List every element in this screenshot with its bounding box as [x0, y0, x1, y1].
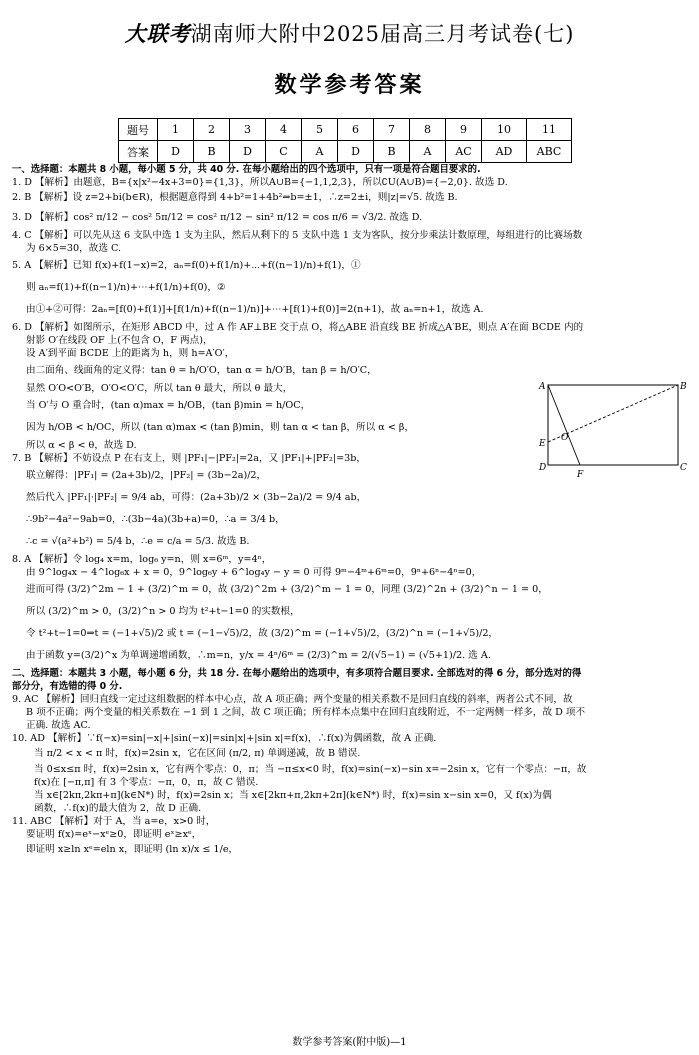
answer-table — [118, 118, 572, 163]
label-c: C — [680, 463, 687, 473]
table-cell: 11 — [527, 119, 572, 141]
solution-line: 当 x∈[2kπ,2kπ+π](k∈N*) 时，f(x)=2sin x；当 x∈[2kπ+π,2kπ+2π](k∈N*) 时，f(x)=sin x−sin x=0，又 f(x)为偶 — [34, 790, 552, 801]
solution-line: 当 0≤x≤π 时，f(x)=2sin x，它有两个零点：0，π；当 −π≤x<0 时，f(x)=sin(−x)−sin x=−2sin x，它有一个零点：−π，故 — [34, 764, 587, 775]
solution-line: 10. AD 【解析】∵f(−x)=sin|−x|+|sin(−x)|=sin|x|+|sin x|=f(x)，∴f(x)为偶函数，故 A 正确. — [12, 733, 437, 744]
label-e: E — [539, 439, 546, 449]
solution-line: 然后代入 |PF₁|·|PF₂| = 9/4 ab，可得：(2a+3b)/2 × (3b−2a)/2 = 9/4 ab， — [26, 492, 367, 503]
solution-line: 当 O′与 O 重合时，(tan α)max = h/OB，(tan β)min = h/OC， — [26, 400, 311, 411]
solutions-body — [12, 163, 692, 859]
table-cell: 6 — [338, 119, 374, 141]
solution-line: 即证明 x≥ln xᵉ=eln x，即证明 (ln x)/x ≤ 1/e， — [26, 844, 239, 855]
table-cell: 3 — [230, 119, 266, 141]
table-cell: 1 — [158, 119, 194, 141]
solution-line: 7. B 【解析】不妨设点 P 在右支上，则 |PF₁|−|PF₂|=2a，又 |PF₁|+|PF₂|=3b， — [12, 453, 366, 464]
page-header — [0, 18, 699, 48]
solution-line: 设 A′到平面 BCDE 上的距离为 h，则 h=A′O′， — [26, 348, 235, 359]
section-heading: 一、选择题：本题共 8 小题，每小题 5 分，共 40 分. 在每小题给出的四个选项中，只有一项是符合题目要求的. — [12, 164, 481, 175]
table-cell: C — [266, 141, 302, 163]
segment-af — [548, 385, 580, 465]
solution-line: 当 π/2 < x < π 时，f(x)=2sin x，它在区间 (π/2, π) 单调递减，故 B 错误. — [34, 748, 361, 759]
solution-line: 射影 O′在线段 OF 上(不包含 O，F 两点)， — [26, 335, 213, 346]
solution-line: 进而可得 (3/2)^2m − 1 + (3/2)^m = 0，故 (3/2)^2m + (3/2)^m − 1 = 0，同理 (3/2)^2n + (3/2)^n − 1 = 0， — [26, 584, 548, 595]
answer-table-answer-row — [119, 141, 572, 163]
table-cell: 7 — [374, 119, 410, 141]
table-cell: D — [158, 141, 194, 163]
table-cell: 8 — [410, 119, 446, 141]
label-b: B — [680, 382, 687, 392]
page-subtitle: 数学参考答案 — [274, 73, 425, 98]
solution-line: 联立解得：|PF₁| = (2a+3b)/2，|PF₂| = (3b−2a)/2， — [26, 470, 267, 481]
table-cell: 9 — [446, 119, 482, 141]
solution-line: 所以 (3/2)^m > 0，(3/2)^n > 0 均为 t²+t−1=0 的实数根， — [26, 606, 300, 617]
table-cell: 4 — [266, 119, 302, 141]
table-cell: D — [338, 141, 374, 163]
table-cell: A — [410, 141, 446, 163]
table-cell: 2 — [194, 119, 230, 141]
solution-line: 由二面角、线面角的定义得：tan θ = h/O′O，tan α = h/O′B，tan β = h/O′C， — [26, 365, 377, 376]
solution-line: 由于函数 y=(3/2)^x 为单调递增函数，∴m=n，y/x = 4ⁿ/6ᵐ = (2/3)^m = 2/(√5−1) = (√5+1)/2. 选 A. — [26, 650, 491, 661]
solution-line: 令 t²+t−1=0⇒t = (−1+√5)/2 或 t = (−1−√5)/2，故 (3/2)^m = (−1+√5)/2，(3/2)^n = (−1+√5)/2， — [26, 628, 499, 639]
table-cell: 5 — [302, 119, 338, 141]
solution-line: 11. ABC 【解析】对于 A，当 a=e，x>0 时， — [12, 816, 216, 827]
solution-line: 9. AC 【解析】回归直线一定过这组数据的样本中心点，故 A 项正确；两个变量的相关系数不是回归直线的斜率，两者公式不同，故 — [12, 694, 573, 705]
solution-line: 3. D 【解析】cos² π/12 − cos² 5π/12 = cos² π/12 − sin² π/12 = cos π/6 = √3/2. 故选 D. — [12, 212, 423, 223]
rectangle-figure — [538, 380, 688, 480]
solution-line: 要证明 f(x)=eˣ−xᵉ≥0，即证明 eˣ≥xᵉ， — [26, 829, 202, 840]
solution-line: ∴9b²−4a²−9ab=0，∴(3b−4a)(3b+a)=0，∴a = 3/4 b， — [26, 514, 285, 525]
table-cell: 10 — [482, 119, 527, 141]
solution-line: 为 6×5=30，故选 C. — [26, 243, 122, 254]
solution-line: 则 aₙ=f(1)+f((n−1)/n)+⋯+f(1/n)+f(0)，② — [26, 282, 226, 293]
exam-title: 湖南师大附中2025届高三月考试卷(七) — [190, 22, 575, 46]
table-cell: AC — [446, 141, 482, 163]
solution-line: 因为 h/OB < h/OC，所以 (tan α)max < (tan β)min，则 tan α < tan β，所以 α < β， — [26, 422, 415, 433]
table-cell: ABC — [527, 141, 572, 163]
solution-line: f(x)在 [−π,π] 有 3 个零点：−π，0，π，故 C 错误. — [34, 777, 259, 788]
row-label-answer: 答案 — [119, 141, 158, 163]
solution-line: 所以 α < β < θ，故选 D. — [26, 440, 137, 451]
label-f: F — [577, 470, 584, 480]
solution-line: B 项不正确；两个变量的相关系数在 −1 到 1 之间，故 C 项正确；所有样本点集中在回归直线附近，不一定两侧一样多，故 D 项不 — [26, 707, 586, 718]
table-cell: A — [302, 141, 338, 163]
rectangle-abcd — [548, 385, 678, 465]
solution-line: 显然 O′O<O′B，O′O<O′C，所以 tan θ 最大，所以 θ 最大， — [26, 383, 293, 394]
solution-line: 5. A 【解析】已知 f(x)+f(1−x)=2，aₙ=f(0)+f(1/n)+⋯+f((n−1)/n)+f(1)，① — [12, 260, 361, 271]
table-cell: D — [230, 141, 266, 163]
solution-line: 1. D 【解析】由题意，B={x|x²−4x+3=0}={1,3}，所以A∪B={−1,1,2,3}，所以∁U(A∪B)={−2,0}. 故选 D. — [12, 177, 508, 188]
solution-line: ∴c = √(a²+b²) = 5/4 b，∴e = c/a = 5/3. 故选 B. — [26, 536, 250, 547]
solution-line: 8. A 【解析】令 log₄ x=m，log₆ y=n，则 x=6ᵐ，y=4ⁿ， — [12, 554, 272, 565]
label-o: O — [561, 433, 569, 443]
table-cell: B — [374, 141, 410, 163]
answer-table-number-row — [119, 119, 572, 141]
solution-line: 4. C 【解析】可以先从这 6 支队中选 1 支为主队，然后从剩下的 5 支队中选 1 支为客队，按分步乘法计数原理，每组进行的比赛场数 — [12, 230, 583, 241]
solution-line: 由 9^log₄x − 4^log₆x + x = 0，9^log₆y + 6^log₄y − y = 0 可得 9ᵐ−4ᵐ+6ᵐ=0，9ⁿ+6ⁿ−4ⁿ=0， — [26, 567, 482, 578]
page-footer: 数学参考答案(附中版)—1 — [292, 1037, 407, 1048]
brand-logo-text: 大联考 — [124, 21, 191, 46]
solution-line: 正确. 故选 AC. — [26, 720, 91, 731]
label-d: D — [539, 463, 547, 473]
section-heading: 部分分，有选错的得 0 分. — [12, 681, 123, 692]
row-label-number: 题号 — [119, 119, 158, 141]
solution-line: 2. B 【解析】设 z=2+bi(b∈R)，根据题意得到 4+b²=1+4b²⇒b=±1，∴z=2±i，则|z|=√5. 故选 B. — [12, 192, 458, 203]
solution-line: 函数，∴f(x)的最大值为 2，故 D 正确. — [34, 803, 202, 814]
solution-line: 由①+②可得：2aₙ=[f(0)+f(1)]+[f(1/n)+f((n−1)/n)]+⋯+[f(1)+f(0)]=2(n+1)，故 aₙ=n+1，故选 A. — [26, 304, 484, 315]
table-cell: AD — [482, 141, 527, 163]
label-a: A — [539, 382, 546, 392]
section-heading: 二、选择题：本题共 3 小题，每小题 6 分，共 18 分. 在每小题给出的选项中，有多项符合题目要求. 全部选对的得 6 分，部分选对的得 — [12, 668, 582, 679]
table-cell: B — [194, 141, 230, 163]
solution-line: 6. D 【解析】如图所示，在矩形 ABCD 中，过 A 作 AF⊥BE 交于点 O，将△ABE 沿直线 BE 折成△A′BE，则点 A′在面 BCDE 内的 — [12, 322, 584, 333]
